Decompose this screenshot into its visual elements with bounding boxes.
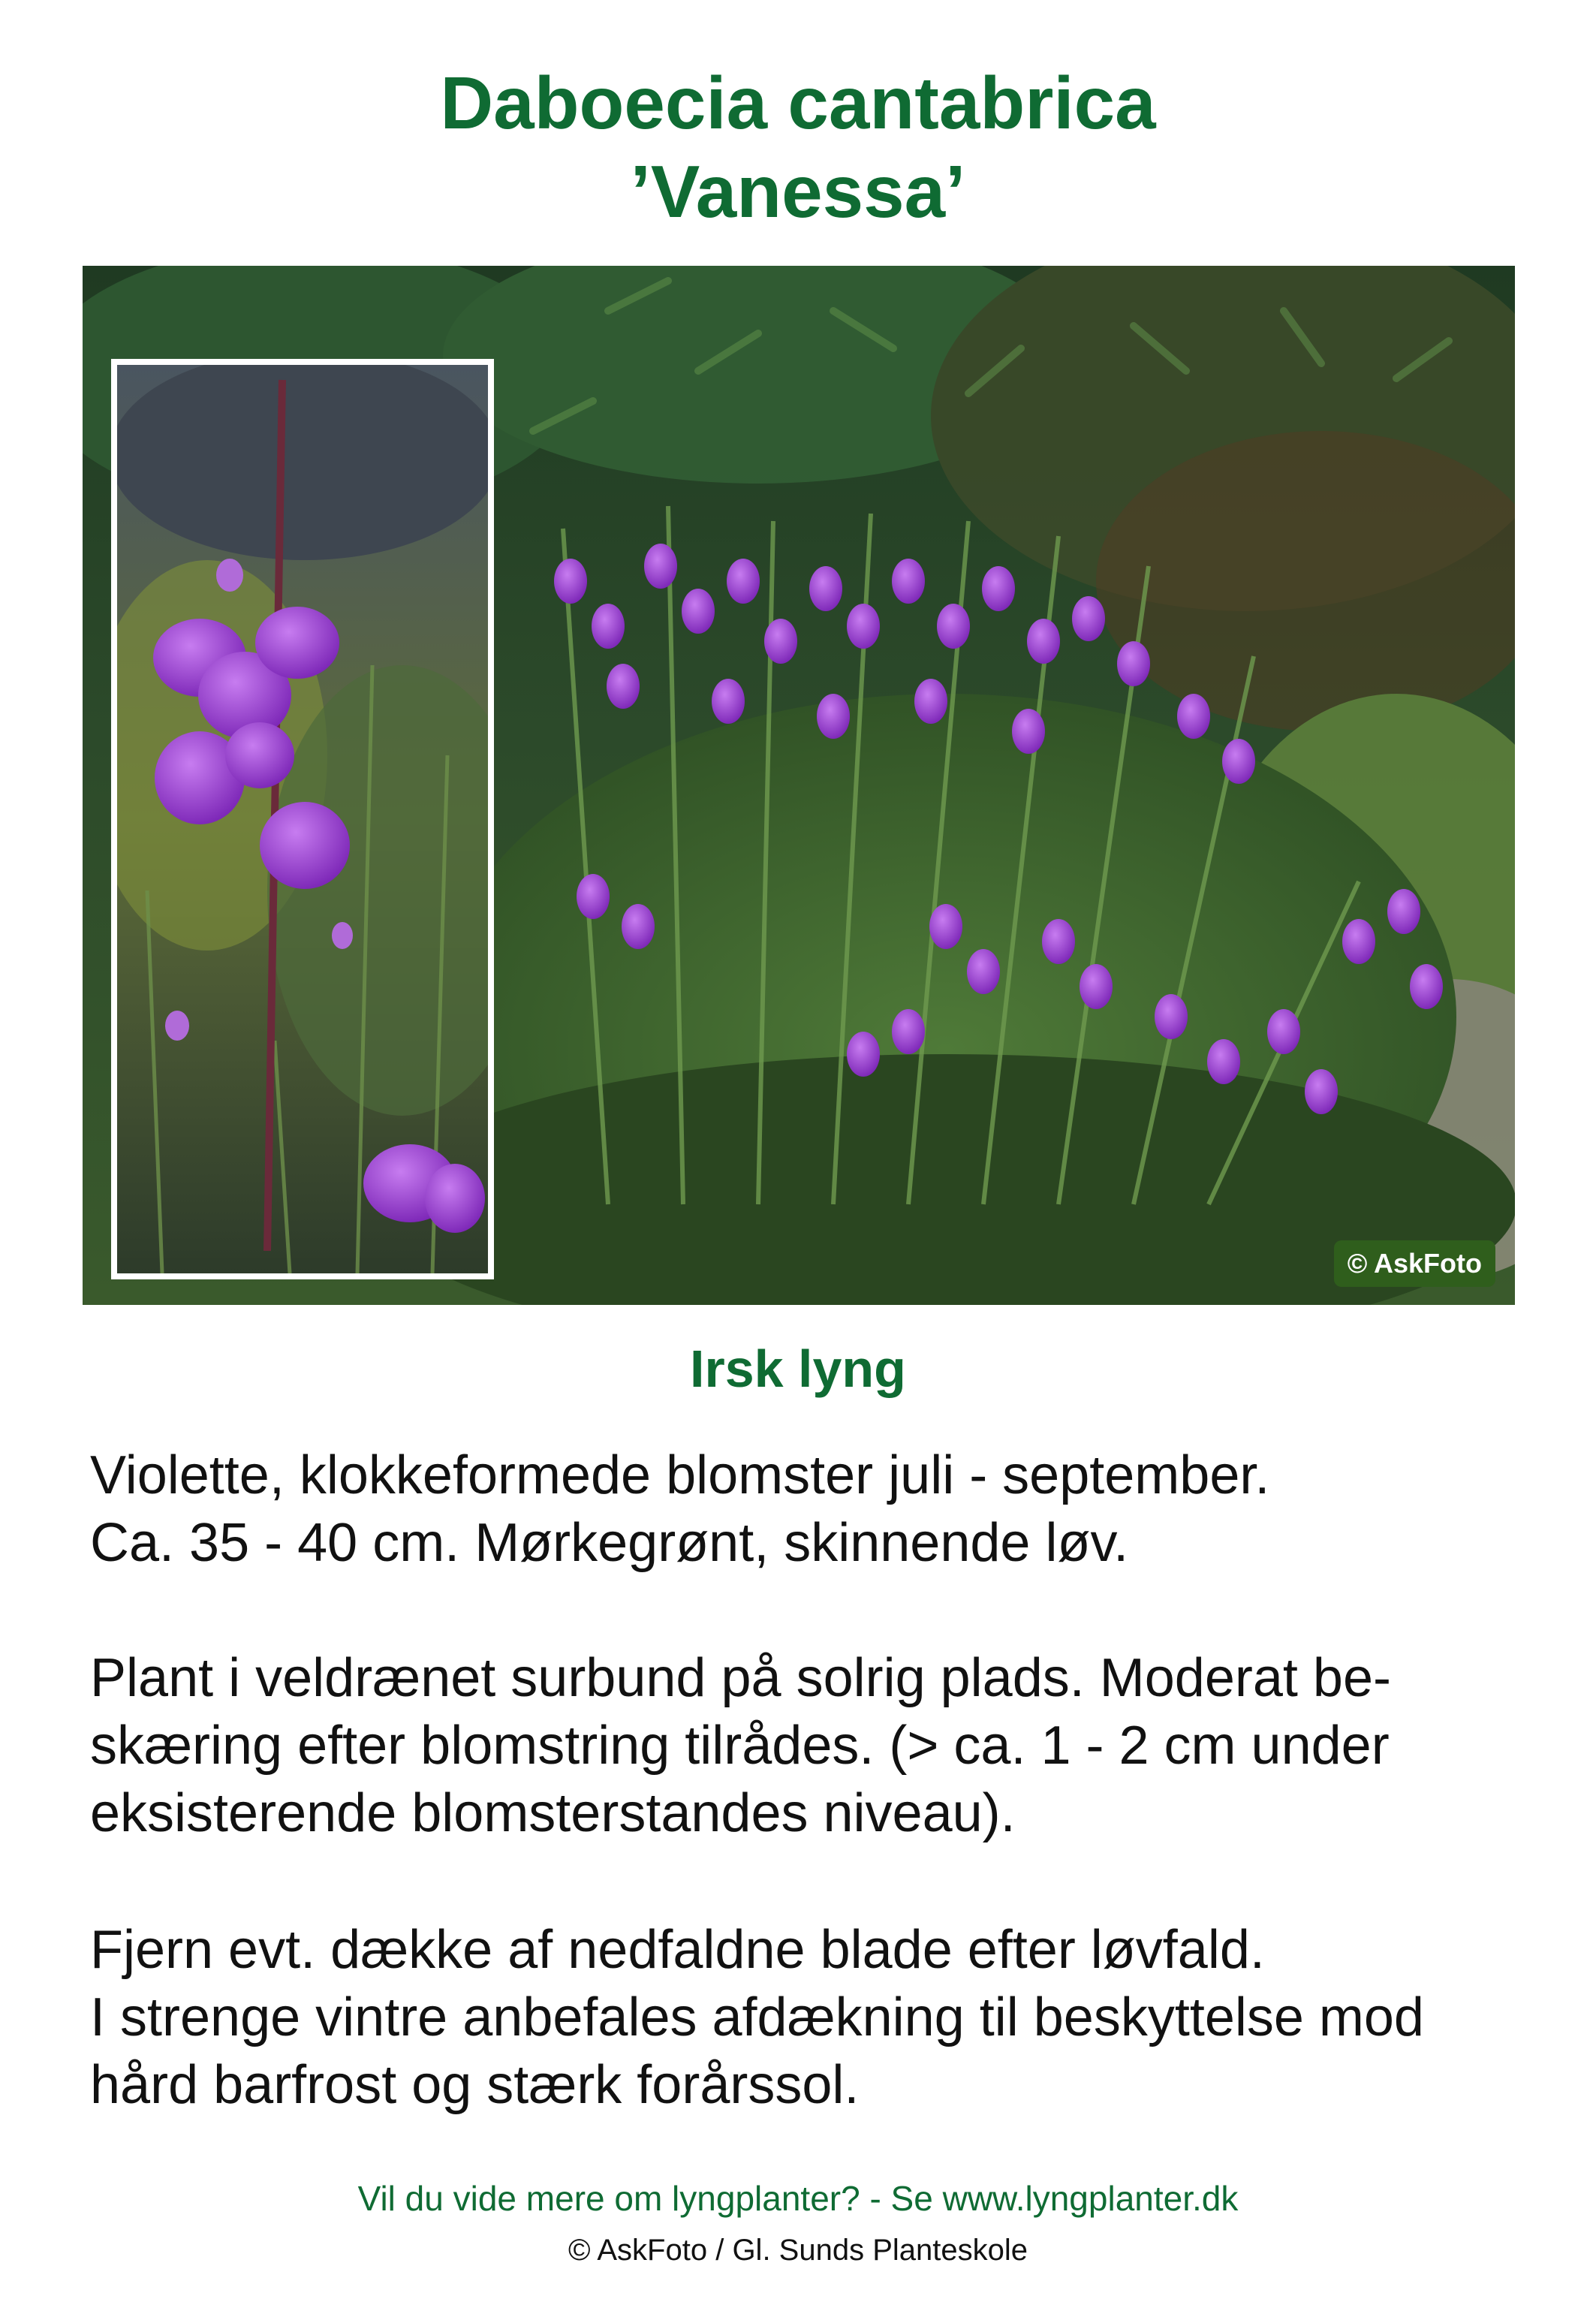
- planting-line: eksisterende blomsterstandes niveau).: [90, 1783, 1016, 1843]
- plant-photo: [83, 266, 1515, 1305]
- care-line: Fjern evt. dække af nedfaldne blade efter løvfald.: [90, 1920, 1265, 1980]
- care-line: hård barfrost og stærk forårssol.: [90, 2055, 860, 2115]
- flower-closeup-illustration: [117, 365, 488, 1273]
- footer-link-line: Vil du vide mere om lyngplanter? - Se www.lyngplanter.dk: [357, 2179, 1239, 2218]
- page-title-species: Daboecia cantabrica: [440, 62, 1156, 144]
- description-paragraph: [90, 1442, 1539, 1577]
- description-line: Ca. 35 - 40 cm. Mørkegrønt, skinnende løv.: [90, 1513, 1129, 1573]
- care-paragraph: [90, 1916, 1539, 2119]
- flower-closeup-inset: [111, 359, 494, 1279]
- common-name: Irsk lyng: [690, 1339, 906, 1398]
- planting-line: Plant i veldrænet surbund på solrig plads. Moderat be-: [90, 1648, 1391, 1708]
- care-line: I strenge vintre anbefales afdækning til beskyttelse mod: [90, 1987, 1424, 2047]
- planting-paragraph: [90, 1644, 1539, 1847]
- photo-copyright-badge: © AskFoto: [1334, 1240, 1495, 1287]
- footer-credit: © AskFoto / Gl. Sunds Planteskole: [568, 2234, 1028, 2267]
- planting-line: skæring efter blomstring tilrådes. (> ca. 1 - 2 cm under: [90, 1716, 1390, 1776]
- description-line: Violette, klokkeformede blomster juli - september.: [90, 1445, 1270, 1505]
- page-title-cultivar: ’Vanessa’: [630, 150, 966, 233]
